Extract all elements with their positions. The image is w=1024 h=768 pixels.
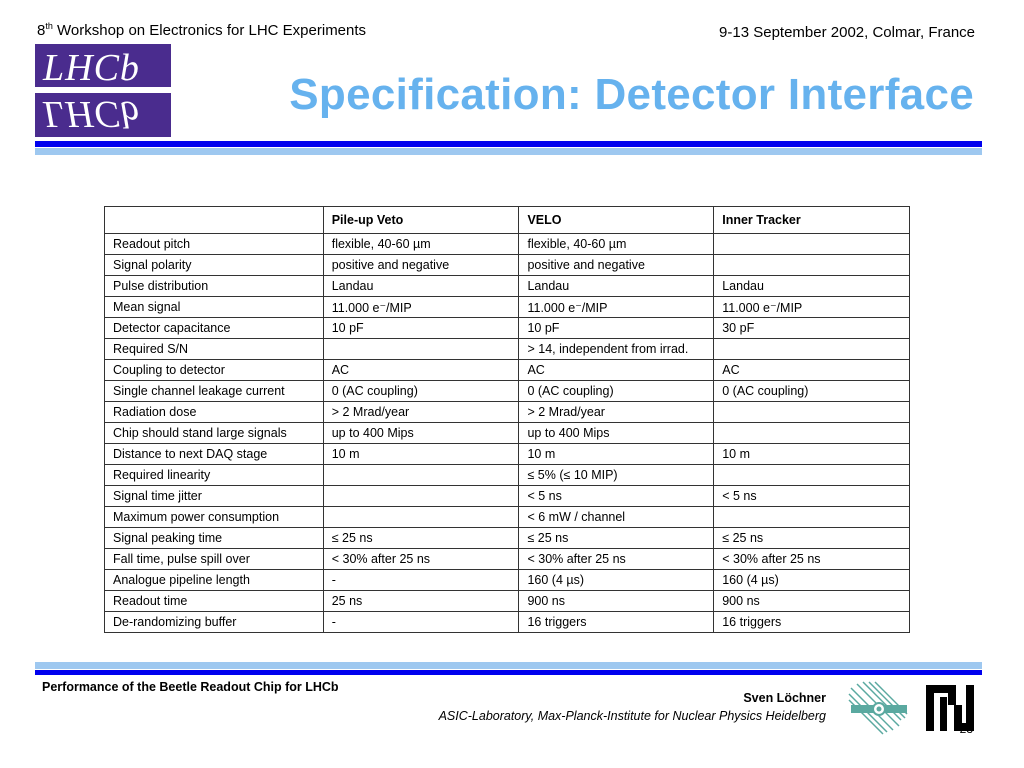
table-cell: > 14, independent from irrad. [519, 339, 714, 360]
table-cell: 0 (AC coupling) [323, 381, 519, 402]
author-name: Sven Löchner [743, 691, 826, 705]
table-cell [323, 465, 519, 486]
row-label: Signal peaking time [105, 528, 324, 549]
logo-text: LHCb [43, 47, 140, 89]
asic-lab-logo-icon [845, 680, 909, 738]
table-cell [714, 402, 910, 423]
table-row [105, 234, 910, 255]
workshop-title [37, 21, 366, 39]
table-cell: positive and negative [323, 255, 519, 276]
table-cell: positive and negative [519, 255, 714, 276]
table-cell: 10 pF [323, 318, 519, 339]
workshop-number-suffix: th [45, 21, 53, 31]
row-label: De-randomizing buffer [105, 612, 324, 633]
table-cell: Landau [323, 276, 519, 297]
workshop-number: 8 [37, 22, 46, 39]
table-row [105, 381, 910, 402]
table-cell [323, 339, 519, 360]
table-cell: 0 (AC coupling) [519, 381, 714, 402]
table-cell: ≤ 25 ns [323, 528, 519, 549]
table-row [105, 549, 910, 570]
table-cell [714, 234, 910, 255]
date-place: 9-13 September 2002, Colmar, France [719, 24, 975, 41]
table-body [105, 234, 910, 633]
table-cell: < 6 mW / channel [519, 507, 714, 528]
table-row [105, 507, 910, 528]
table-cell: < 30% after 25 ns [323, 549, 519, 570]
footer-rule-light [35, 662, 982, 669]
institute-name: ASIC-Laboratory, Max-Planck-Institute for Nuclear Physics Heidelberg [438, 709, 826, 723]
workshop-name: Workshop on Electronics for LHC Experiments [52, 22, 367, 39]
table-row [105, 255, 910, 276]
table-row [105, 360, 910, 381]
table-row [105, 444, 910, 465]
slide-title: Specification: Detector Interface [289, 70, 974, 119]
row-label: Signal polarity [105, 255, 324, 276]
table-cell: Landau [519, 276, 714, 297]
table-row [105, 570, 910, 591]
table-row [105, 402, 910, 423]
table-row [105, 486, 910, 507]
table-cell [714, 465, 910, 486]
row-label: Signal time jitter [105, 486, 324, 507]
table-cell: 10 m [323, 444, 519, 465]
table-cell: ≤ 25 ns [519, 528, 714, 549]
table-cell: - [323, 612, 519, 633]
table-cell: up to 400 Mips [519, 423, 714, 444]
header-rule-dark [35, 141, 982, 147]
row-label: Mean signal [105, 297, 324, 318]
table-cell: > 2 Mrad/year [323, 402, 519, 423]
row-label: Coupling to detector [105, 360, 324, 381]
row-label: Fall time, pulse spill over [105, 549, 324, 570]
table-row [105, 465, 910, 486]
row-label: Distance to next DAQ stage [105, 444, 324, 465]
table-cell [323, 507, 519, 528]
column-header: VELO [519, 207, 714, 234]
table-cell: 11.000 e⁻/MIP [323, 297, 519, 318]
table-cell: 0 (AC coupling) [714, 381, 910, 402]
row-label: Pulse distribution [105, 276, 324, 297]
table-cell [714, 423, 910, 444]
table-row [105, 423, 910, 444]
table-header-row [105, 207, 910, 234]
table-cell: up to 400 Mips [323, 423, 519, 444]
lhcb-logo [35, 44, 171, 137]
table-cell: 16 triggers [714, 612, 910, 633]
table-row [105, 591, 910, 612]
row-label: Required linearity [105, 465, 324, 486]
row-label: Detector capacitance [105, 318, 324, 339]
table-row [105, 528, 910, 549]
table-row [105, 339, 910, 360]
table-cell: < 30% after 25 ns [519, 549, 714, 570]
table-cell [714, 339, 910, 360]
table-cell [714, 255, 910, 276]
row-label: Single channel leakage current [105, 381, 324, 402]
table-cell [714, 507, 910, 528]
table-cell: flexible, 40-60 µm [323, 234, 519, 255]
table-cell: 10 m [519, 444, 714, 465]
page-number: 23 [959, 722, 973, 736]
table-row [105, 318, 910, 339]
table-cell: AC [323, 360, 519, 381]
row-label: Readout time [105, 591, 324, 612]
row-label: Readout pitch [105, 234, 324, 255]
table-cell [323, 486, 519, 507]
column-header: Pile-up Veto [323, 207, 519, 234]
row-label: Analogue pipeline length [105, 570, 324, 591]
table-cell: 160 (4 µs) [714, 570, 910, 591]
table-cell: ≤ 25 ns [714, 528, 910, 549]
table-cell: 11.000 e⁻/MIP [714, 297, 910, 318]
table-cell: AC [519, 360, 714, 381]
table-cell: 16 triggers [519, 612, 714, 633]
table-row [105, 297, 910, 318]
row-label: Radiation dose [105, 402, 324, 423]
table-cell: AC [714, 360, 910, 381]
column-header [105, 207, 324, 234]
table-cell: 900 ns [519, 591, 714, 612]
table-cell: > 2 Mrad/year [519, 402, 714, 423]
table-cell: 11.000 e⁻/MIP [519, 297, 714, 318]
table-cell: - [323, 570, 519, 591]
table-cell: 30 pF [714, 318, 910, 339]
table-cell: Landau [714, 276, 910, 297]
table-cell: 900 ns [714, 591, 910, 612]
table-row [105, 612, 910, 633]
table-cell: flexible, 40-60 µm [519, 234, 714, 255]
table-cell: < 5 ns [714, 486, 910, 507]
table-row [105, 276, 910, 297]
header-rule-light [35, 148, 982, 155]
column-header: Inner Tracker [714, 207, 910, 234]
table-cell: 160 (4 µs) [519, 570, 714, 591]
spec-table [104, 206, 910, 633]
table-cell: < 5 ns [519, 486, 714, 507]
row-label: Chip should stand large signals [105, 423, 324, 444]
table-cell: 25 ns [323, 591, 519, 612]
talk-title: Performance of the Beetle Readout Chip for LHCb [42, 680, 339, 694]
table-cell: ≤ 5% (≤ 10 MIP) [519, 465, 714, 486]
table-cell: 10 pF [519, 318, 714, 339]
footer-rule-dark [35, 670, 982, 675]
table-cell: < 30% after 25 ns [714, 549, 910, 570]
logo-text-reflection: LHCb [43, 93, 140, 135]
row-label: Maximum power consumption [105, 507, 324, 528]
row-label: Required S/N [105, 339, 324, 360]
table-cell: 10 m [714, 444, 910, 465]
